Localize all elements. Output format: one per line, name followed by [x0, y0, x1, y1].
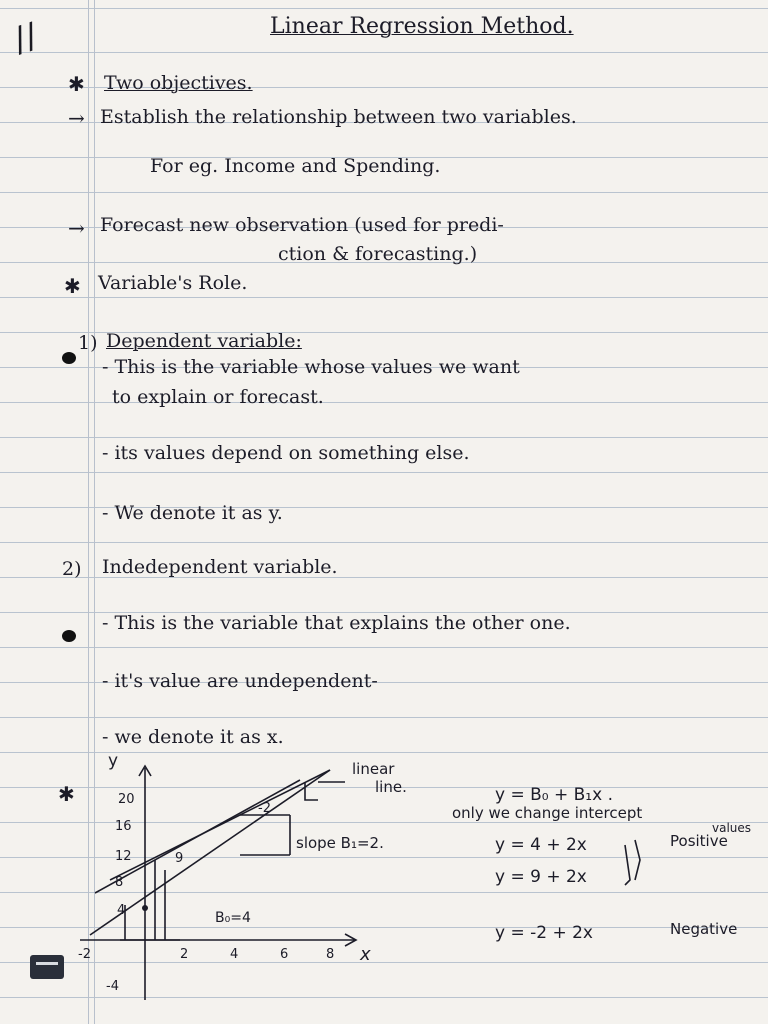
positive-bracket [635, 840, 640, 880]
slope-label: slope B₁=2. [296, 834, 384, 852]
star-marker: ✱ [68, 72, 85, 96]
equation-general: y = B₀ + B₁x . [495, 785, 613, 805]
objectives-heading: Two objectives. [104, 72, 253, 94]
x-tick-label: 4 [230, 947, 239, 962]
example-line: For eg. Income and Spending. [150, 155, 441, 177]
intercept-point [142, 905, 148, 911]
group-brace [625, 845, 630, 885]
independent-heading: Indedependent variable. [102, 556, 338, 578]
negative-label: Negative [670, 920, 738, 938]
equation-3: y = -2 + 2x [495, 923, 593, 943]
positive-label: Positive [670, 832, 728, 850]
number-1: 1) [78, 332, 98, 354]
dependent-heading: Dependent variable: [106, 330, 302, 352]
page-title: Linear Regression Method. [270, 14, 574, 39]
independent-line-1: - This is the variable that explains the other one. [102, 612, 571, 634]
note-change-intercept: only we change intercept [452, 804, 643, 822]
y-tick-label: -4 [106, 979, 119, 994]
note-values: values [712, 821, 752, 835]
star-marker: ✱ [58, 782, 75, 806]
linear-line-bracket [305, 782, 318, 800]
objective-2-line-1: Forecast new observation (used for predi- [100, 214, 504, 236]
equation-1: y = 4 + 2x [495, 835, 587, 855]
roles-heading: Variable's Role. [98, 272, 248, 294]
dependent-line-1: - This is the variable whose values we want [102, 356, 520, 378]
y-tick-label: 20 [118, 792, 135, 807]
y-tick-label: 12 [115, 849, 132, 864]
line-intercept-9 [110, 770, 330, 880]
x-tick-label: 6 [280, 947, 289, 962]
annotation-minus2: -2 [258, 801, 271, 816]
independent-line-3: - we denote it as x. [102, 726, 284, 748]
dependent-line-2: to explain or forecast. [112, 386, 324, 408]
y-tick-label: 8 [115, 875, 124, 890]
double-slash-mark: // [8, 15, 43, 61]
y-tick-label: 16 [115, 819, 132, 834]
equation-2: y = 9 + 2x [495, 867, 587, 887]
objective-2-line-2: ction & forecasting.) [278, 243, 478, 265]
arrow-marker: → [68, 106, 85, 130]
dependent-line-4: - We denote it as y. [102, 502, 283, 524]
arrow-marker: → [68, 216, 85, 240]
number-2: 2) [62, 558, 82, 580]
scanner-logo-icon [30, 955, 64, 979]
x-tick-label: 8 [326, 947, 335, 962]
objective-1: Establish the relationship between two variables. [100, 106, 577, 128]
linear-line-label: linear [352, 760, 395, 778]
independent-line-2: - it's value are undependent- [102, 670, 378, 692]
x-tick-label: -2 [78, 947, 91, 962]
annotation-9: 9 [175, 851, 184, 866]
dependent-line-3: - its values depend on something else. [102, 442, 470, 464]
intercept-label: B₀=4 [215, 910, 251, 926]
linear-line-label: line. [375, 778, 407, 796]
y-tick-label: 4 [117, 903, 126, 918]
x-axis-label: x [360, 944, 371, 965]
y-axis-label: y [108, 751, 119, 771]
x-tick-label: 2 [180, 947, 189, 962]
star-marker: ✱ [64, 274, 81, 298]
